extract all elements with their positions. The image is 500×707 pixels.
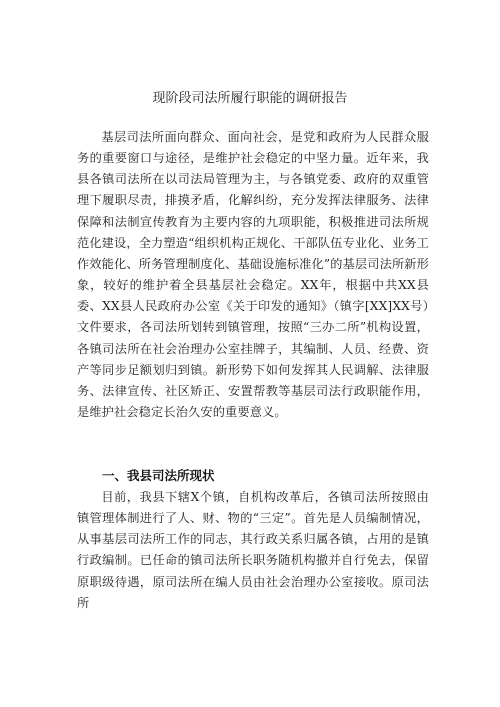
body-paragraph-current-status: 目前，我县下辖X个镇，自机构改革后，各镇司法所按照由镇管理体制进行了人、财、物的“三定”。首先是人员编制情况，从事基层司法所工作的同志，其行政关系归属各镇，占用的是镇行政编制。已任命的镇司法所长职务随机构撤并自行免去，保留原职级待遇，原司法所在编人员由社会治理办公室接收。原司法所 [77, 490, 429, 610]
body-paragraph-intro: 基层司法所面向群众、面向社会，是党和政府为人民群众服务的重要窗口与途径，是维护社会稳定的中坚力量。近年来，我县各镇司法所在以司法局管理为主，与各镇党委、政府的双重管理下履职尽责，排摸矛盾，化解纠纷，充分发挥法律服务、法律保障和法制宣传教育为主要内容的九项职能，积极推进司法所规范化建设，全力塑造“组织机构正规化、干部队伍专业化、业务工作效能化、所务管理制度化、基础设施标准化”的基层司法所新形象，较好的维护着全县基层社会稳定。XX年，根据中共XX县委、XX县人民政府办公室《关于印发的通知》（镇字[XX]XX号）文件要求，各司法所划转到镇管理，按照“三办二所”机构设置，各镇司法所在社会治理办公室挂牌子，其编制、人员、经费、资产等同步足额划归到镇。新形势下如何发挥其人民调解、法律服务、法律宣传、社区矫正、安置帮教等基层司法行政职能作用，是维护社会稳定长治久安的重要意义。 [77, 130, 429, 420]
document-title: 现阶段司法所履行职能的调研报告 [152, 91, 348, 106]
section-heading-current-status: 一、我县司法所现状 [102, 468, 215, 483]
